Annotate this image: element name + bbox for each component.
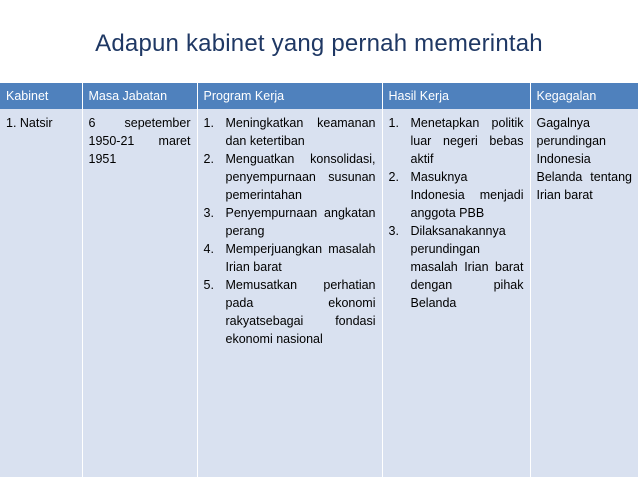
cell-masa-jabatan: 6 sepetember 1950-21 maret 1951 [82,109,197,478]
header-masa-jabatan: Masa Jabatan [82,83,197,109]
header-hasil-kerja: Hasil Kerja [382,83,530,109]
cell-kabinet: 1. Natsir [0,109,82,478]
list-item: 3. Penyempurnaan angkatan perang [203,206,376,238]
list-item: 1. Meningkatkan keamanan dan ketertiban [203,116,376,148]
list-item: 5. Memusatkan perhatian pada ekonomi rakyatsebagai fondasi ekonomi nasional [203,278,376,346]
cabinet-table [0,83,638,479]
list-item: 1. Menetapkan politik luar negeri bebas aktif [388,116,524,166]
table-header-row [0,83,638,109]
cell-hasil-kerja [382,109,530,478]
list-item: 2. Menguatkan konsolidasi, penyempurnaan susunan pemerintahan [203,152,376,202]
hasil-kerja-list [389,114,524,312]
header-program-kerja: Program Kerja [197,83,382,109]
table-row [0,109,638,478]
slide-title: Adapun kabinet yang pernah memerintah [95,30,543,57]
header-kegagalan: Kegagalan [530,83,638,109]
list-item: 3. Dilaksanakannya perundingan masalah Irian barat dengan pihak Belanda [388,224,524,310]
header-kabinet: Kabinet [0,83,82,109]
cell-kegagalan: Gagalnya perundingan Indonesia Belanda tentang Irian barat [530,109,638,478]
cell-program-kerja [197,109,382,478]
list-item: 2. Masuknya Indonesia menjadi anggota PBB [388,170,524,220]
program-kerja-list [204,114,376,348]
list-item: 4. Memperjuangkan masalah Irian barat [203,242,376,274]
